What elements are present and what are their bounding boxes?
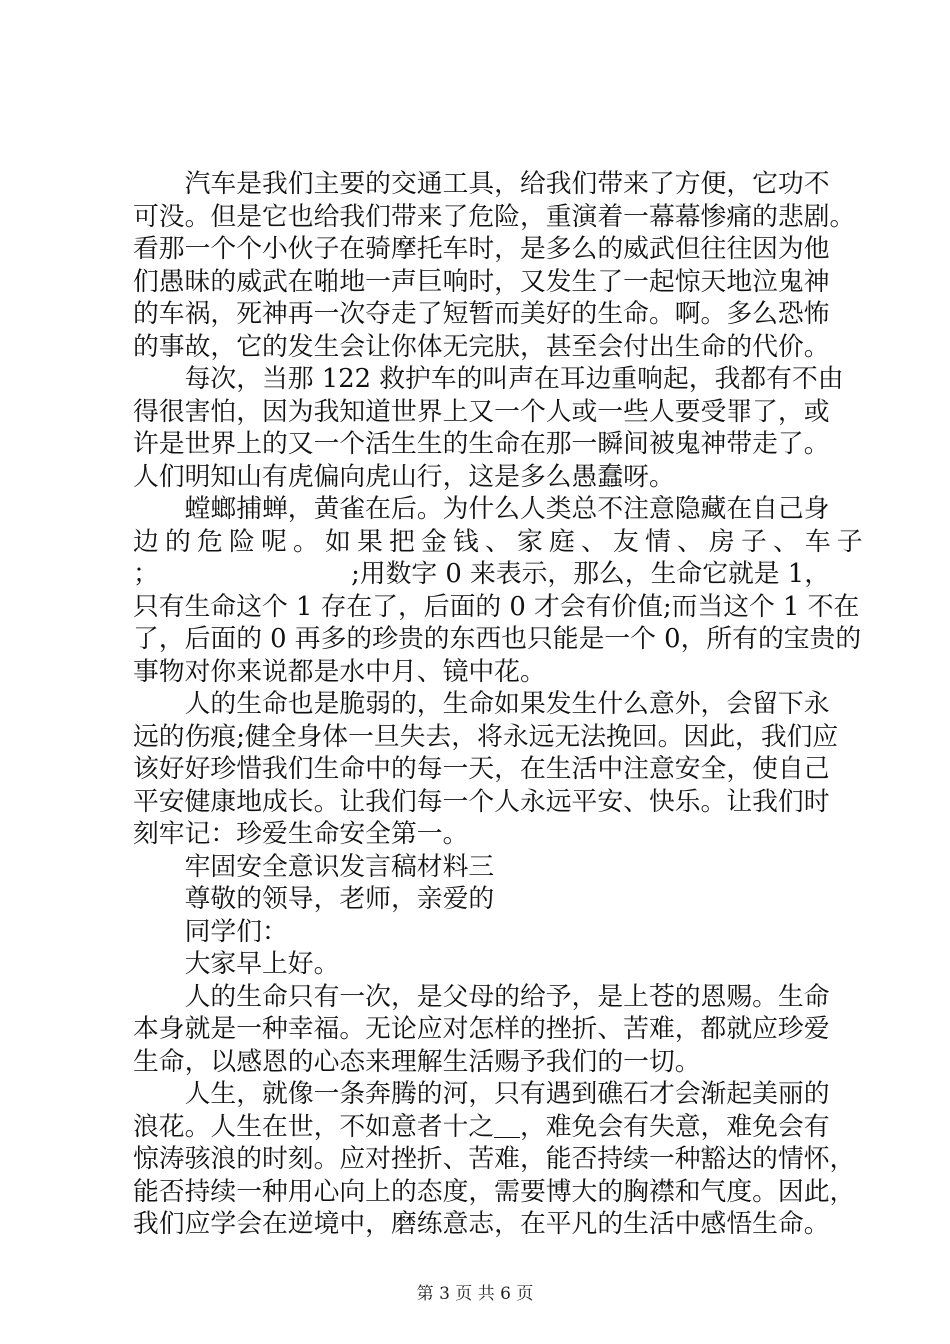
paragraph-line-tail: ;用数字 0 来表示，那么，生命它就是 1，: [351, 559, 830, 589]
greeting-line: 大家早上好。: [184, 949, 340, 979]
paragraph-line: 人们明知山有虎偏向虎山行，这是多么愚蠢呀。: [133, 461, 675, 492]
paragraph-line: 能否持续一种用心向上的态度，需要博大的胸襟和气度。因此，: [133, 1176, 856, 1207]
paragraph-line: 该好好珍惜我们生命中的每一天，在生活中注意安全，使自己: [133, 754, 830, 784]
paragraph-line: 每次，当那 122 救护车的叫声在耳边重响起，我都有不由: [184, 364, 844, 394]
paragraph-line: 生命，以感恩的心态来理解生活赐予我们的一切。: [133, 1046, 701, 1077]
paragraph-line: 平安健康地成长。让我们每一个人永远平安、快乐。让我们时: [133, 786, 830, 817]
page-footer: 第 3 页 共 6 页: [416, 1284, 534, 1304]
spaced-paragraph-line: [133, 558, 830, 591]
paragraph-line: 人生，就像一条奔腾的河，只有遇到礁石才会渐起美丽的: [184, 1079, 830, 1109]
section-heading: 牢固安全意识发言稿材料三: [184, 851, 495, 882]
paragraph-line: 事物对你来说都是水中月、镜中花。: [133, 656, 546, 687]
salutation-line: 同学们：: [184, 916, 288, 947]
paragraph-line: 只有生命这个 1 存在了，后面的 0 才会有价值;而当这个 1 不在: [133, 591, 860, 622]
paragraph-line: 的车祸，死神再一次夺走了短暂而美好的生命。啊。多么恐怖: [133, 299, 830, 329]
paragraph-line: 了，后面的 0 再多的珍贵的东西也只能是一个 0，所有的宝贵的: [133, 624, 862, 654]
paragraph-line: 们愚昧的威武在啪地一声巨响时，又发生了一起惊天地泣鬼神: [133, 266, 830, 297]
paragraph-line: 浪花。人生在世，不如意者十之＿，难免会有失意，难免会有: [133, 1111, 830, 1142]
paragraph-line: 人的生命也是脆弱的，生命如果发生什么意外，会留下永: [184, 689, 830, 719]
salutation-line: 尊敬的领导，老师，亲爱的: [184, 884, 495, 914]
paragraph-line: 远的伤痕;健全身体一旦失去，将永远无法挽回。因此，我们应: [133, 721, 839, 752]
paragraph-line: 我们应学会在逆境中，磨练意志，在平凡的生活中感悟生命。: [133, 1209, 830, 1239]
document-body: [133, 168, 869, 1241]
paragraph-line: 的事故，它的发生会让你体无完肤，甚至会付出生命的代价。: [133, 331, 830, 362]
paragraph-line: 边的危险呢。如果把金钱、家庭、友情、房子、车子: [133, 526, 869, 557]
paragraph-line: 可没。但是它也给我们带来了危险，重演着一幕幕惨痛的悲剧。: [133, 201, 856, 232]
paragraph-line: 看那一个个小伙子在骑摩托车时，是多么的威武但往往因为他: [133, 234, 830, 264]
semicolon-mark: ；: [133, 559, 159, 589]
paragraph-line: 许是世界上的又一个活生生的生命在那一瞬间被鬼神带走了。: [133, 429, 830, 459]
paragraph-line: 惊涛骇浪的时刻。应对挫折、苦难，能否持续一种豁达的情怀，: [133, 1144, 856, 1174]
paragraph-line: 得很害怕，因为我知道世界上又一个人或一些人要受罪了，或: [133, 396, 830, 427]
paragraph-line: 人的生命只有一次，是父母的给予，是上苍的恩赐。生命: [184, 981, 830, 1012]
paragraph-line: 汽车是我们主要的交通工具，给我们带来了方便，它功不: [184, 169, 830, 199]
paragraph-line: 刻牢记：珍爱生命安全第一。: [133, 819, 469, 849]
paragraph-line: 螳螂捕蝉，黄雀在后。为什么人类总不注意隐藏在自己身: [184, 494, 830, 524]
paragraph-line: 本身就是一种幸福。无论应对怎样的挫折、苦难，都就应珍爱: [133, 1014, 830, 1044]
